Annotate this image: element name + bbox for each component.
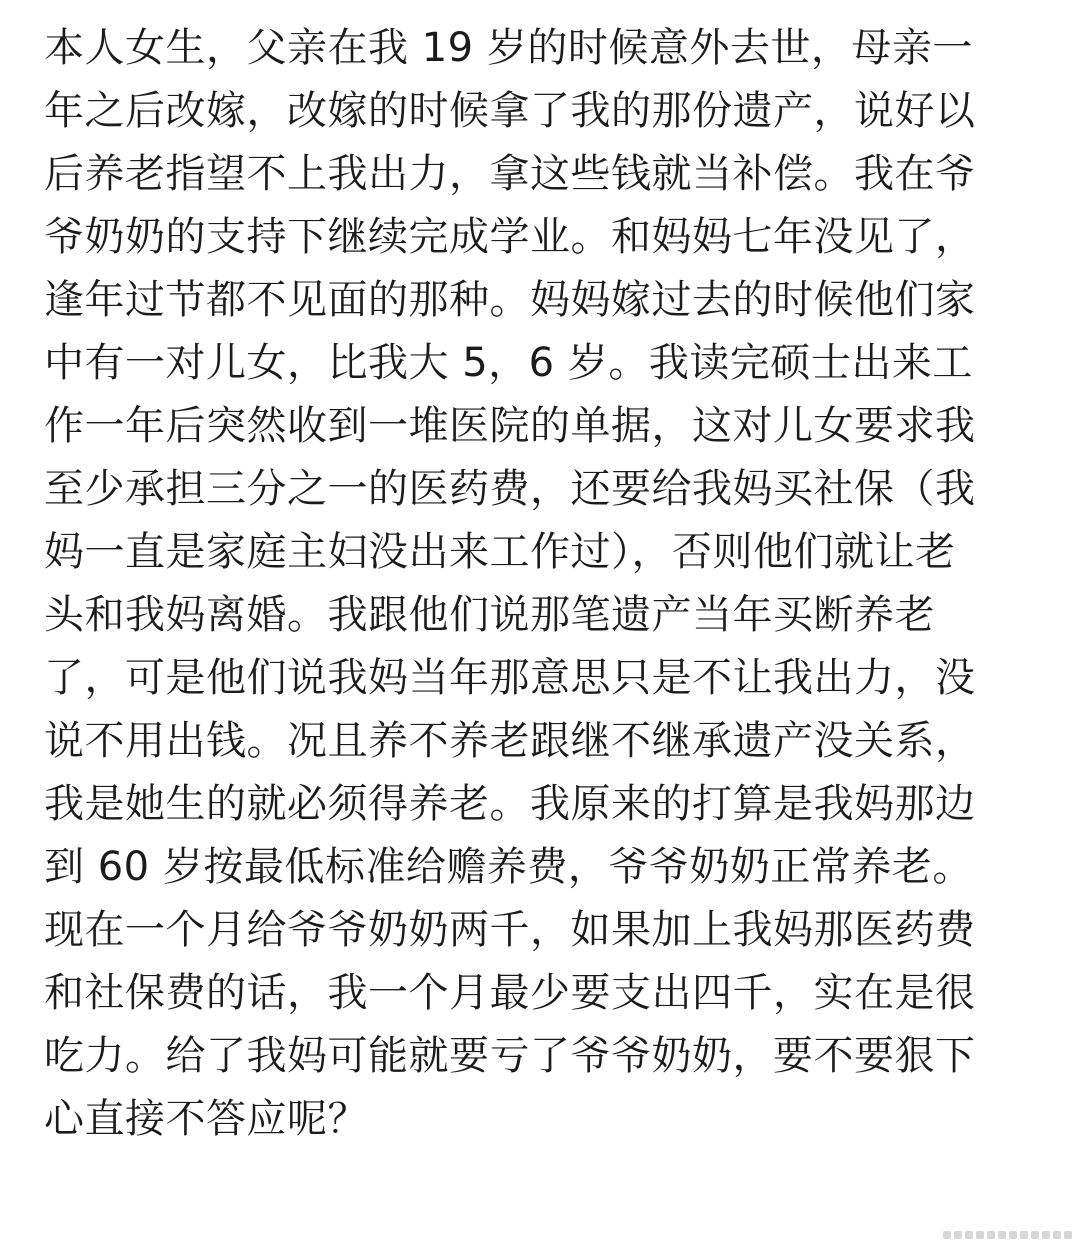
post-line-17: 吃力。给了我妈可能就要亏了爷爷奶奶，要不要狠下 — [44, 1033, 976, 1079]
watermark-dot — [976, 1231, 984, 1239]
post-line-5: 逢年过节都不见面的那种。妈妈嫁过去的时候他们家 — [44, 277, 976, 323]
post-line-7: 作一年后突然收到一堆医院的单据，这对儿女要求我 — [44, 403, 976, 449]
post-line-2: 年之后改嫁，改嫁的时候拿了我的那份遗产，说好以 — [44, 88, 976, 134]
post-line-13: 我是她生的就必须得养老。我原来的打算是我妈那边 — [44, 781, 976, 827]
watermark-dot — [1031, 1231, 1039, 1239]
watermark-dot — [1042, 1231, 1050, 1239]
post-line-9: 妈一直是家庭主妇没出来工作过），否则他们就让老 — [44, 529, 956, 575]
watermark-dot — [987, 1231, 995, 1239]
post-line-15: 现在一个月给爷爷奶奶两千，如果加上我妈那医药费 — [44, 907, 976, 953]
post-body — [44, 0, 1044, 1151]
watermark-dot — [965, 1231, 973, 1239]
post-line-12: 说不用出钱。况且养不养老跟继不继承遗产没关系， — [44, 718, 976, 764]
post-line-11: 了，可是他们说我妈当年那意思只是不让我出力，没 — [44, 655, 976, 701]
watermark-dot — [1064, 1231, 1072, 1239]
watermark-dot — [943, 1231, 951, 1239]
post-line-1: 本人女生，父亲在我 19 岁的时候意外去世，母亲一 — [44, 25, 973, 71]
post-line-3: 后养老指望不上我出力，拿这些钱就当补偿。我在爷 — [44, 151, 976, 197]
watermark-dot — [954, 1231, 962, 1239]
watermark-dot — [1020, 1231, 1028, 1239]
watermark-icon — [936, 1223, 1072, 1247]
post-line-18: 心直接不答应呢？ — [44, 1096, 368, 1142]
post-line-10: 头和我妈离婚。我跟他们说那笔遗产当年买断养老 — [44, 592, 935, 638]
watermark-dot — [1053, 1231, 1061, 1239]
post-line-14: 到 60 岁按最低标准给赡养费，爷爷奶奶正常养老。 — [44, 844, 973, 890]
watermark-dot — [998, 1231, 1006, 1239]
post-line-16: 和社保费的话，我一个月最少要支出四千，实在是很 — [44, 970, 976, 1016]
post-line-8: 至少承担三分之一的医药费，还要给我妈买社保（我 — [44, 466, 976, 512]
post-line-6: 中有一对儿女，比我大 5，6 岁。我读完硕士出来工 — [44, 340, 973, 386]
watermark-dot — [1009, 1231, 1017, 1239]
post-line-4: 爷奶奶的支持下继续完成学业。和妈妈七年没见了， — [44, 214, 976, 260]
